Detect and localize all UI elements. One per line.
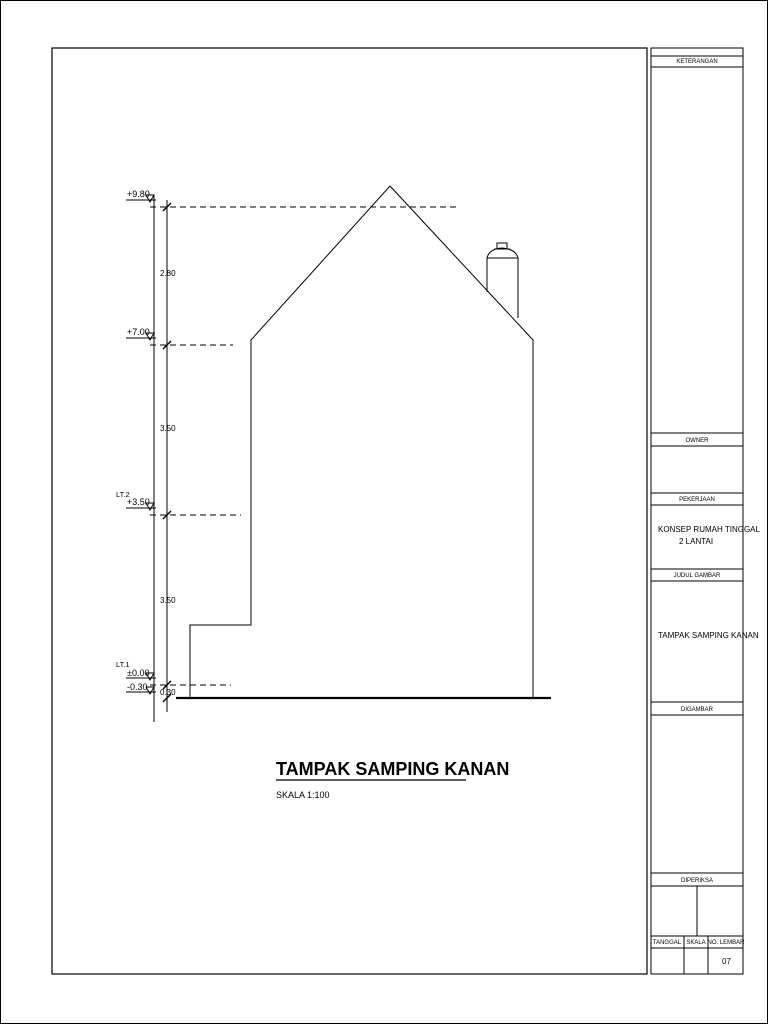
digambar-label: DIGAMBAR <box>680 707 714 713</box>
pekerjaan-label: PEKERJAAN <box>679 497 715 503</box>
level-dashed-lines <box>150 207 458 685</box>
drawing-title: TAMPAK SAMPING KANAN <box>276 759 510 779</box>
level-label-roof: +7.00 <box>127 327 150 337</box>
title-block <box>651 48 743 974</box>
dimension-label: 2.80 <box>160 269 176 278</box>
judul-gambar-value: TAMPAK SAMPING KANAN <box>658 631 759 640</box>
pekerjaan-value-line2: 2 LANTAI <box>679 537 714 546</box>
level-marker-lines <box>126 195 156 694</box>
dimension-label: 3.50 <box>160 596 176 605</box>
dimension-labels <box>160 269 176 697</box>
dimension-label: 0.30 <box>160 688 176 697</box>
pekerjaan-value-line1: KONSEP RUMAH TINGGAL <box>658 525 760 534</box>
lembar-value: 07 <box>722 957 731 966</box>
drawing-frame <box>52 48 647 974</box>
level-label-top: +9.80 <box>127 189 150 199</box>
level-label-lt1: ±0.00 <box>127 668 150 678</box>
dimension-label: 3.50 <box>160 424 176 433</box>
diperiksa-label: DIPERIKSA <box>680 878 714 884</box>
judul-gambar-label: JUDUL GAMBAR <box>673 573 721 579</box>
floor-label-lt2: LT.2 <box>116 490 130 499</box>
level-labels <box>116 189 150 692</box>
skala-label: SKALA <box>686 940 706 946</box>
house-outline <box>190 186 533 698</box>
floor-label-lt1: LT.1 <box>116 660 130 669</box>
tanggal-label: TANGGAL <box>652 940 682 946</box>
drawing-scale: SKALA 1:100 <box>276 790 330 800</box>
keterangan-label: KETERANGAN <box>676 59 718 65</box>
level-label-base: -0.30 <box>127 682 148 692</box>
owner-label: OWNER <box>685 438 709 444</box>
level-label-lt2: +3.50 <box>127 497 150 507</box>
elevation-drawing <box>126 186 551 722</box>
lembar-label: NO. LEMBAR <box>707 940 745 946</box>
